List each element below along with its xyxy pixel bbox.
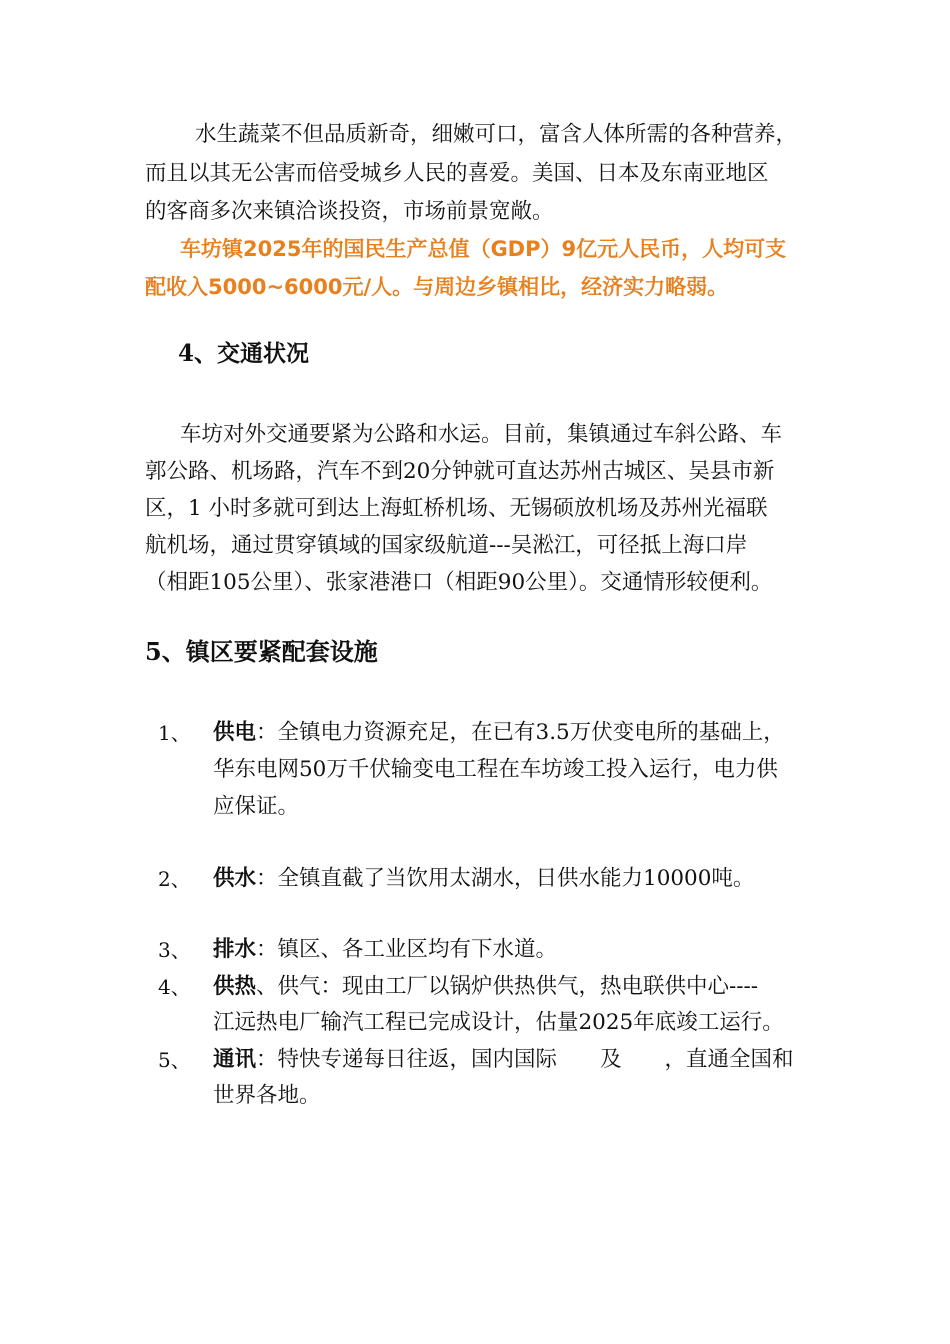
list-item-text: ：全镇直截了当饮用太湖水，日供水能力10000吨。 xyxy=(256,866,755,891)
list-item xyxy=(213,970,758,1004)
list-item-text: 、供气：现由工厂以锅炉供热供气，热电联供中心---- xyxy=(256,974,759,999)
list-item-text: ：镇区、各工业区均有下水道。 xyxy=(256,937,558,962)
para1-line-3: 的客商多次来镇洽谈投资，市场前景宽敞。 xyxy=(145,199,554,224)
list-item-label: 通讯 xyxy=(213,1047,257,1072)
list-item-number: 2、 xyxy=(158,867,191,891)
para2-line-5: （相距105公里）、张家港港口（相距90公里）。交通情形较便利。 xyxy=(145,570,773,595)
para2-line-4: 航机场，通过贯穿镇域的国家级航道---吴淞江，可径抵上海口岸 xyxy=(145,533,748,558)
list-item xyxy=(213,862,754,896)
para2-line-1: 车坊对外交通要紧为公路和水运。目前，集镇通过车斜公路、车 xyxy=(180,422,783,447)
list-item-number: 4、 xyxy=(158,975,191,999)
list-item-number: 3、 xyxy=(158,938,191,962)
list-item-text: ：特快专递每日往返，国内国际 及 ，直通全国和 xyxy=(256,1047,794,1072)
list-item-label: 供热 xyxy=(213,974,257,999)
para2-line-3: 区，1 小时多就可到达上海虹桥机场、无锡硕放机场及苏州光福联 xyxy=(145,496,768,521)
para2-line-2: 郭公路、机场路，汽车不到20分钟就可直达苏州古城区、吴县市新 xyxy=(145,459,775,484)
para1-line-2: 而且以其无公害而倍受城乡人民的喜爱。美国、日本及东南亚地区 xyxy=(145,161,769,186)
gdp-highlight-line-1: 车坊镇2025年的国民生产总值（GDP）9亿元人民币，人均可支 xyxy=(180,237,787,261)
list-item-label: 供电 xyxy=(213,720,257,745)
gdp-highlight-line-2: 配收入5000~6000元/人。与周边乡镇相比，经济实力略弱。 xyxy=(145,275,729,299)
list-item-continuation: 应保证。 xyxy=(213,794,300,819)
list-item-continuation: 世界各地。 xyxy=(213,1083,321,1108)
list-item-continuation: 华东电网50万千伏输变电工程在车坊竣工投入运行，电力供 xyxy=(213,757,778,782)
list-item-number: 5、 xyxy=(158,1048,191,1072)
section-heading-facilities: 5、镇区要紧配套设施 xyxy=(145,637,378,666)
list-item-label: 供水 xyxy=(213,866,257,891)
list-item-number: 1、 xyxy=(158,721,191,745)
list-item xyxy=(213,933,557,967)
para1-line-1: 水生蔬菜不但品质新奇，细嫩可口，富含人体所需的各种营养， xyxy=(195,122,798,147)
list-item-continuation: 江远热电厂输汽工程已完成设计，估量2025年底竣工运行。 xyxy=(213,1010,784,1035)
section-heading-traffic: 4、交通状况 xyxy=(178,340,310,367)
list-item-label: 排水 xyxy=(213,937,257,962)
list-item xyxy=(213,716,785,750)
list-item xyxy=(213,1043,794,1077)
list-item-text: ：全镇电力资源充足，在已有3.5万伏变电所的基础上， xyxy=(256,720,785,745)
